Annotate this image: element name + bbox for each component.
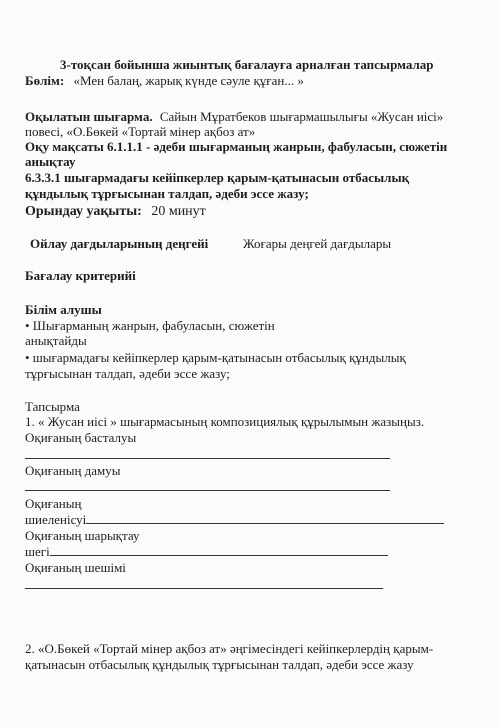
field-label-peak-cont: шегі (25, 544, 50, 559)
section-label: Бөлім: (25, 73, 65, 88)
task-heading: Тапсырма (25, 399, 80, 414)
learner-item-2-cont: тұрғысынан талдап, әдеби эссе жазу; (25, 366, 230, 381)
field-line-climax-build (25, 512, 444, 528)
time-line (25, 204, 206, 220)
work-value: Сайын Мұратбеков шығармашылығы «Жусан иісі» (159, 109, 444, 124)
time-value: 20 минут (151, 204, 206, 219)
time-label: Орындау уақыты: (25, 204, 142, 219)
field-label-climax-build: Оқиғаның (25, 496, 82, 511)
learner-item-1-cont: анықтайды (25, 333, 87, 348)
field-label-resolution: Оқиғаның шешімі (25, 560, 126, 575)
thinking-level-value: Жоғары деңгей дағдылары (243, 236, 392, 251)
answer-line-peak[interactable] (50, 544, 388, 556)
section-value: «Мен балаң, жарық күнде сәуле құған... » (73, 73, 304, 88)
question-2: 2. «О.Бөкей «Тортай мінер ақбоз ат» әңгімесіндегі кейіпкерлердің қарым- (25, 641, 434, 656)
work-label: Оқылатын шығарма. (25, 109, 153, 124)
field-label-development: Оқиғаның дамуы (25, 463, 121, 478)
learner-heading: Білім алушы (25, 302, 102, 317)
section-line (25, 73, 304, 89)
criteria-heading: Бағалау критерийі (25, 268, 136, 283)
field-label-peak: Оқиғаның шарықтау (25, 528, 140, 543)
learning-goal-2-cont: құндылық тұрғысынан талдап, әдеби эссе жазу; (25, 186, 309, 201)
thinking-level-label: Ойлау дағдыларының деңгейі (30, 236, 209, 251)
work-value-line-2: повесі, «О.Бөкей «Тортай мінер ақбоз ат» (25, 124, 256, 139)
document-title: 3-тоқсан бойынша жиынтық бағалауға арналған тапсырмалар (60, 57, 434, 72)
learner-item-1: • Шығарманың жанрын, фабуласын, сюжетін (25, 318, 275, 333)
learning-goal-1: Оқу мақсаты 6.1.1.1 - әдеби шығарманың жанрын, фабуласын, сюжетін (25, 139, 448, 154)
answer-line-resolution[interactable] (25, 588, 383, 589)
field-line-peak (25, 544, 388, 560)
question-2-cont: қатынасын отбасылық құндылық тұрғысынан талдап, әдеби эссе жазу (25, 657, 414, 672)
field-label-beginning: Оқиғаның басталуы (25, 430, 137, 445)
learning-goal-2: 6.3.3.1 шығармадағы кейіпкерлер қарым-қатынасын отбасылық (25, 170, 410, 185)
field-label-climax-build-cont: шиеленісуі (25, 512, 87, 527)
answer-line-beginning[interactable] (25, 458, 390, 459)
answer-line-development[interactable] (25, 490, 390, 491)
work-line (25, 109, 443, 125)
answer-line-climax-build[interactable] (86, 512, 444, 524)
learning-goal-1-cont: анықтау (25, 154, 76, 169)
question-1: 1. « Жусан иісі » шығармасының композициялық құрылымын жазыңыз. (25, 414, 425, 429)
learner-item-2: • шығармадағы кейіпкерлер қарым-қатынасын отбасылық құндылық (25, 350, 406, 365)
